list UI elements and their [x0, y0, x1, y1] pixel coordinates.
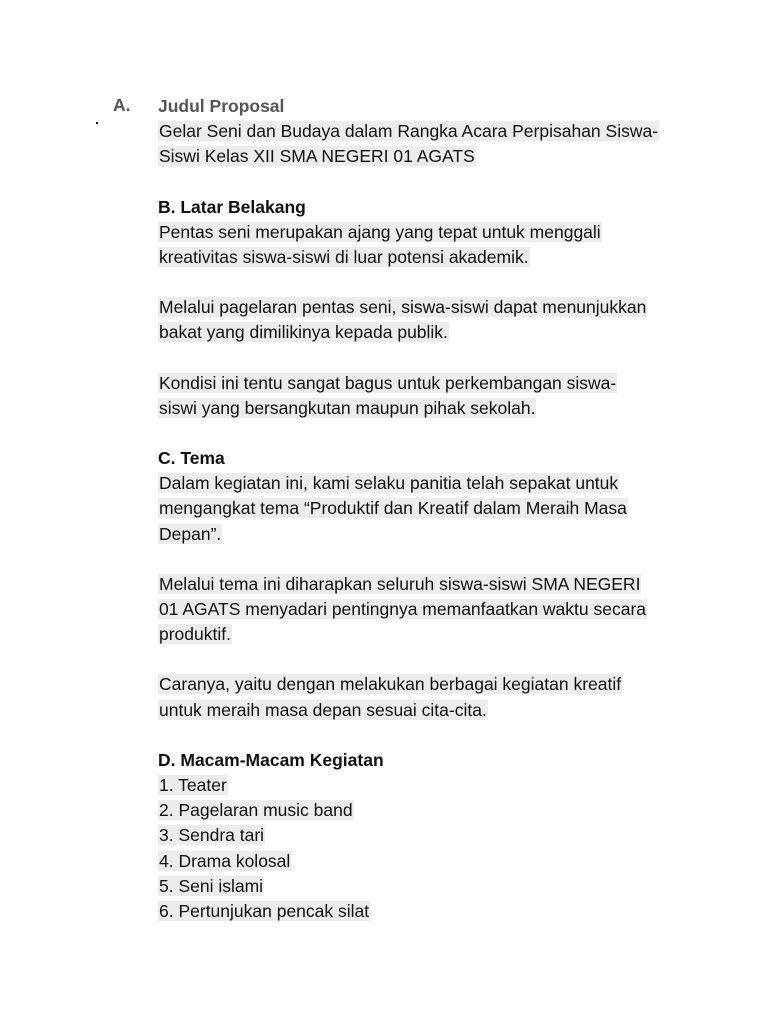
list-item: 3. Sendra tari	[159, 825, 265, 846]
paragraph-line: produktif.	[159, 624, 231, 645]
paragraph-line: kreativitas siswa-siswi di luar potensi akademik.	[159, 247, 529, 268]
section-c	[158, 446, 688, 723]
section-a-letter: A.	[113, 95, 131, 115]
paragraph-line: bakat yang dimilikinya kepada publik.	[159, 322, 448, 343]
paragraph-line: Melalui tema ini diharapkan seluruh siswa-siswi SMA NEGERI	[159, 573, 641, 594]
paragraph-line: siswi yang bersangkutan maupun pihak sekolah.	[159, 397, 536, 418]
paragraph-line: Pentas seni merupakan ajang yang tepat untuk menggali	[159, 221, 601, 242]
stray-dot-mark	[96, 122, 98, 124]
section-a-title: Judul Proposal	[158, 96, 285, 116]
paragraph-line: untuk meraih masa depan sesuai cita-cita.	[159, 699, 487, 720]
section-b-title: B. Latar Belakang	[158, 196, 306, 217]
section-d	[158, 748, 688, 924]
section-a-line: Siswi Kelas XII SMA NEGERI 01 AGATS	[159, 146, 475, 167]
section-a	[158, 94, 688, 170]
paragraph-line: Caranya, yaitu dengan melakukan berbagai kegiatan kreatif	[159, 674, 622, 695]
paragraph-line: Kondisi ini tentu sangat bagus untuk perkembangan siswa-	[159, 372, 617, 393]
paragraph-line: Depan”.	[159, 523, 222, 544]
section-c-title: C. Tema	[158, 448, 225, 469]
list-item: 5. Seni islami	[159, 875, 264, 896]
paragraph-line: mengangkat tema “Produktif dan Kreatif dalam Meraih Masa	[159, 498, 627, 519]
section-a-line: Gelar Seni dan Budaya dalam Rangka Acara Perpisahan Siswa-	[159, 121, 659, 142]
list-item: 4. Drama kolosal	[159, 850, 291, 871]
section-d-title: D. Macam-Macam Kegiatan	[158, 749, 384, 770]
list-item: 2. Pagelaran music band	[159, 800, 353, 821]
list-item: 1. Teater	[159, 775, 227, 796]
document-content	[158, 94, 688, 924]
paragraph-line: 01 AGATS menyadari pentingnya memanfaatkan waktu secara	[159, 599, 647, 620]
section-b	[158, 195, 688, 421]
paragraph-line: Dalam kegiatan ini, kami selaku panitia telah sepakat untuk	[159, 473, 619, 494]
list-item: 6. Pertunjukan pencak silat	[159, 901, 370, 922]
paragraph-line: Melalui pagelaran pentas seni, siswa-siswi dapat menunjukkan	[159, 297, 647, 318]
